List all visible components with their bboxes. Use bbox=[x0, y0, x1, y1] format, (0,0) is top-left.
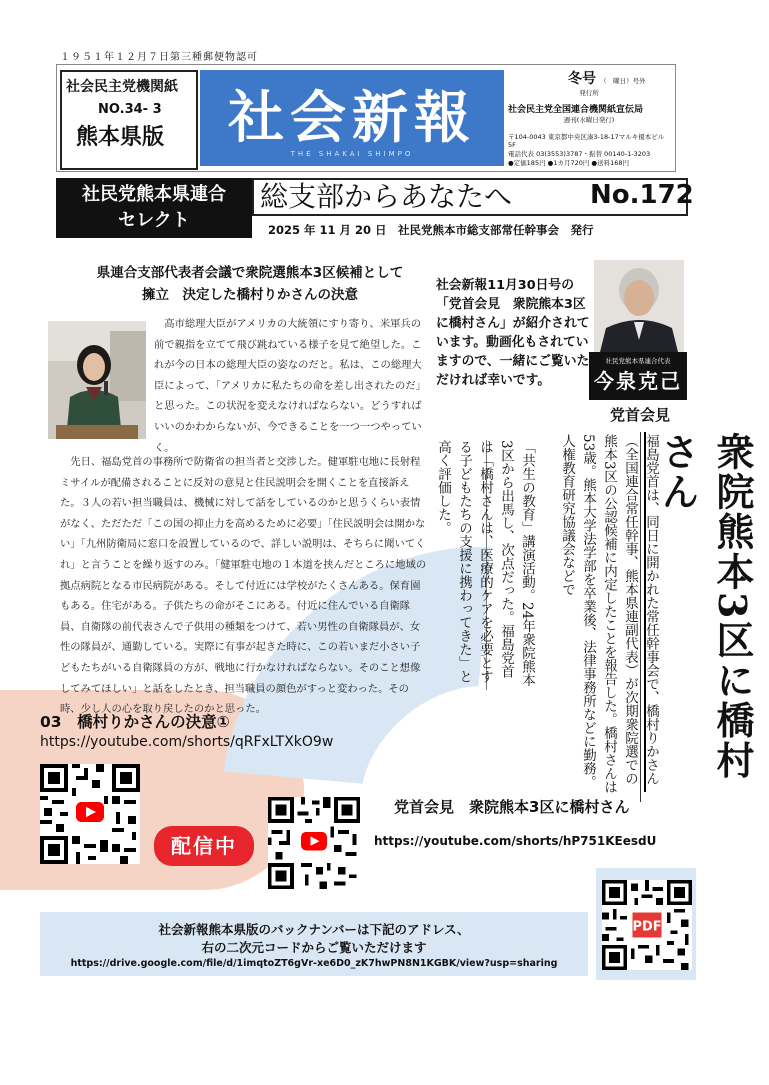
column-date-line: 2025 年 11 月 20 日 社民党熊本市総支部常任幹事会 発行 bbox=[268, 223, 594, 237]
footer-line-1: 社会新報熊本県版のバックナンバーは下記のアドレス、 bbox=[158, 922, 470, 937]
footer-archive-link[interactable]: https://drive.google.com/file/d/1imqtoZT6gVr-xe6D0_zK7hwPN8N1KGBK/view?usp=sharing bbox=[70, 958, 558, 969]
publish-label: 発行所 bbox=[579, 88, 599, 97]
select-label-box bbox=[56, 178, 252, 238]
postal-notice: １９５１年１２月７日第三種郵便物認可 bbox=[60, 52, 258, 63]
representative-name-box bbox=[589, 352, 687, 400]
representative-portrait bbox=[594, 260, 684, 352]
article-paragraph-1: 高市総理大臣がアメリカの大統領にすり寄り、米軍兵の前で親指を立てて飛び跳ねている様子を見て絶望した。これが今の日本の総理大臣の姿なのだと。私は、この総理大臣によって、「アメリカに私たちの命を差し出されたのだ」と思った。この状況を変えなければならない。どうすればいいのかわからないが、今できることを一つ一つやっていく。 bbox=[154, 318, 426, 454]
live-streaming-badge: 配信中 bbox=[154, 826, 254, 866]
masthead-info bbox=[508, 70, 670, 168]
publisher-name: 社会民主党全国連合機関紙宣伝局 bbox=[508, 104, 644, 115]
org-label: 社会民主党機関紙 bbox=[66, 79, 178, 95]
representative-role: 社民党熊本県連合代表 bbox=[605, 357, 671, 365]
candidate-photo bbox=[48, 321, 146, 439]
clipping-column-right: 福島党首は、同日に開かれた常任幹事会で、橋村りかさん（全国連合常任幹事、熊本県連副代表）が次期衆院選での熊本3区の公認候補に内定したことを報告した。橋村さんは53歳。熊本大学法学部を卒業後、法律事務所などに勤務。人権教育研究協議会などで bbox=[559, 434, 659, 794]
schedule: 週刊(水曜日発行) bbox=[563, 115, 615, 124]
article-headline bbox=[60, 262, 440, 306]
select-label-line-2: セレクト bbox=[118, 210, 190, 231]
issue-number: NO.34- 3 bbox=[98, 102, 162, 117]
newspaper-title: 社会新報 bbox=[228, 85, 476, 151]
headline-line-2: 擁立 決定した橋村りかさんの決意 bbox=[142, 287, 358, 303]
edition-name: 熊本県版 bbox=[76, 124, 165, 150]
footer-line-2: 右の二次元コードからご覧いただけます bbox=[201, 940, 427, 955]
article-paragraph-2: 先日、福島党首の事務所で防衛省の担当者と交渉した。健軍駐屯地に長射程ミサイルが配備されることに反対の意見と住民説明会を開くことを直接訴えた。３人の若い担当職員は、機械に対して話をしているのかと思うくらい表情がなく、ただただ「この国の抑止力を高めるために必要」「住民説明会は開かない」「九州防衛局に窓口を設置しているので、詳しい説明は、そちらに聞いてくれ」と言うことを繰り返すのみ。「健軍駐屯地の１本道を挟んだところに地域の拠点病院となる市民病院がある。そして付近には学校がたくさんある。保育園もある。住宅がある。子供たちの命がそこにある。付近に住んでいる自衛隊員、自衛隊の前代表さんで子供用の種類をつけて、若い男性の自衛隊員が、女性の隊員が、通勤している。実際に有事が起きた時に、この若いまだ小さい子どもたちがいる自衛隊員の方が、戦地に行かなければならない。そのこと想像してみてほしい」と話をしたとき、担当職員の顔色がすっと変わった。その時、少し人の心を取り戻したのかと思った。 bbox=[60, 456, 427, 716]
video-1-title: 03 橋村りかさんの決意① bbox=[40, 713, 230, 731]
video-2-title: 党首会見 衆院熊本3区に橋村さん bbox=[394, 798, 630, 816]
column-number: No.172 bbox=[590, 180, 694, 210]
address: 〒104-0043 東京都中央区湊3-18-17マルキ榎本ビル5F bbox=[508, 132, 665, 150]
price: ●定価185円 ●1カ月720円 ●送料168円 bbox=[508, 158, 630, 167]
headline-line-1: 県連合支部代表者会議で衆院選熊本3区候補として bbox=[96, 265, 404, 281]
select-label-line-1: 社民党熊本県連合 bbox=[82, 184, 226, 205]
column-title: 総支部からあなたへ bbox=[252, 178, 688, 216]
video-2-qr-code[interactable] bbox=[268, 797, 360, 889]
video-notice: 社会新報11月30日号の「党首会見 衆院熊本3区に橋村さん」が紹介されています。動画化もされていますので、一緒にご覧いただければ幸いです。 bbox=[436, 278, 590, 388]
video-1-qr-code[interactable] bbox=[40, 764, 140, 864]
video-2-link[interactable]: https://youtube.com/shorts/hP751KEesdU bbox=[374, 834, 657, 848]
season-label: 冬号 bbox=[568, 71, 596, 87]
clipping-column-left: 「共生の教育」講演活動。24年衆院熊本3区から出馬し、次点だった。福島党首は「橋村さんは、医療的ケアを必要とする子どもたちの支援に携わってきた」と高く評価した。 bbox=[435, 440, 535, 687]
newspaper-romaji: THE SHAKAI SHIMPO bbox=[290, 150, 414, 158]
phone: 電話代表 03(3553)3787・振替 00140-1-3203 bbox=[508, 150, 651, 159]
clipping-label: 党首会見 bbox=[610, 406, 671, 424]
archive-qr-code[interactable] bbox=[602, 880, 692, 970]
weekday-label: （ 曜日）号外 bbox=[600, 77, 646, 85]
representative-name: 今泉克己 bbox=[594, 369, 682, 393]
pdf-badge: PDF bbox=[632, 919, 662, 935]
clipping-headline: 衆院熊本3区に橋村さん bbox=[644, 432, 760, 792]
video-1-link[interactable]: https://youtube.com/shorts/qRFxLTXkO9w bbox=[40, 734, 334, 750]
